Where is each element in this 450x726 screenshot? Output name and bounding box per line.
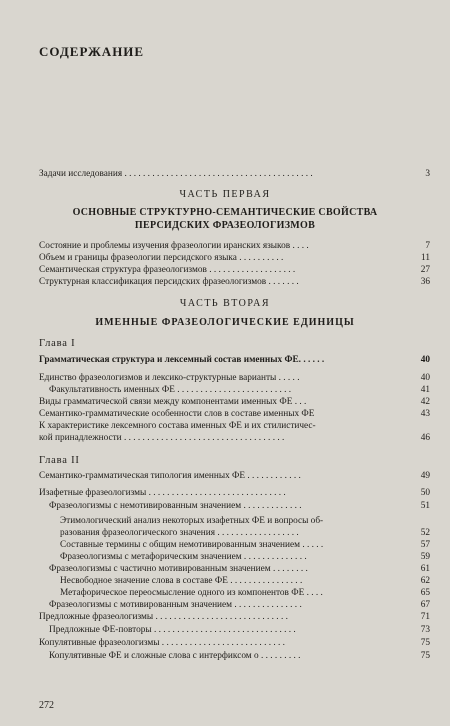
toc-entry-page: 75: [420, 651, 430, 661]
toc-entry-text: Факультативность именных ФЕ . . . . . . . . . . . . . . . . . . . . . . . . .: [49, 385, 292, 395]
toc-entry: [0, 354, 450, 367]
toc-entry-text: Грамматическая структура и лексемный состав именных ФЕ. . . . . .: [39, 355, 325, 365]
toc-entry-page: 11: [421, 253, 430, 263]
chapter-label: Глава II: [39, 455, 80, 466]
toc-entry-page: 51: [420, 501, 430, 511]
toc-entry-page: 41: [420, 385, 430, 395]
toc-entry-page: 71: [420, 612, 430, 622]
toc-entry-text: Фразеологизмы с немотивированным значением . . . . . . . . . . . . .: [49, 501, 302, 511]
part-label: ЧАСТЬ ПЕРВАЯ: [179, 189, 271, 200]
toc-entry-text: Семантико-грамматическая типология именных ФЕ . . . . . . . . . . . .: [39, 471, 301, 481]
part-heading: ОСНОВНЫЕ СТРУКТУРНО-СЕМАНТИЧЕСКИЕ СВОЙСТВА: [72, 207, 378, 218]
toc-entry-page: 75: [420, 638, 430, 648]
toc-entry-text: Копулятивные фразеологизмы . . . . . . . . . . . . . . . . . . . . . . . . . . .: [39, 638, 285, 648]
toc-entry-page: 36: [420, 277, 430, 287]
toc-entry-page: 42: [420, 397, 430, 407]
part-label: ЧАСТЬ ВТОРАЯ: [179, 298, 271, 309]
toc-entry: [0, 470, 450, 483]
toc-entry-text: Виды грамматической связи между компонентами именных ФЕ . . .: [39, 397, 307, 407]
toc-entry-text: Семантико-грамматические особенности слов в составе именных ФЕ: [39, 409, 315, 419]
toc-entry-text: Составные термины с общим немотивированным значением . . . . .: [60, 540, 324, 550]
toc-entry-page: 61: [420, 564, 430, 574]
toc-entry-page: 46: [420, 433, 430, 443]
toc-entry-page: 43: [420, 409, 430, 419]
toc-entry: [0, 650, 450, 663]
toc-entry-page: 57: [420, 540, 430, 550]
toc-entry-text: Предложные фразеологизмы . . . . . . . . . . . . . . . . . . . . . . . . . . . . .: [39, 612, 288, 622]
toc-entry-text: Структурная классификация персидских фразеологизмов . . . . . . .: [39, 277, 299, 287]
toc-entry-page: 59: [420, 552, 430, 562]
toc-entry-page: 27: [420, 265, 430, 275]
toc-entry-text: Фразеологизмы с мотивированным значением . . . . . . . . . . . . . . .: [49, 600, 302, 610]
toc-entry-page: 52: [420, 528, 430, 538]
page-title: СОДЕРЖАНИЕ: [39, 44, 145, 59]
toc-entry-page: 49: [420, 471, 430, 481]
toc-entry: [0, 637, 450, 650]
toc-entry-page: 50: [420, 488, 430, 498]
toc-entry-text: Фразеологизмы с метафорическим значением . . . . . . . . . . . . . .: [60, 552, 307, 562]
toc-entry-text: Метафорическое переосмысление одного из компонентов ФЕ . . . .: [60, 588, 323, 598]
toc-entry-page: 62: [420, 576, 430, 586]
toc-entry: [0, 500, 450, 513]
toc-entry-text: Состояние и проблемы изучения фразеологии иранских языков . . . .: [39, 241, 309, 251]
toc-entry-text: кой принадлежности . . . . . . . . . . . . . . . . . . . . . . . . . . . . . . . . . . .: [39, 433, 285, 443]
toc-entry-text: Семантическая структура фразеологизмов . . . . . . . . . . . . . . . . . . .: [39, 265, 296, 275]
toc-entry-page: 67: [420, 600, 430, 610]
toc-entry: [0, 168, 450, 181]
toc-entry-text: К характеристике лексемного состава именных ФЕ и их стилистичес-: [39, 421, 316, 431]
toc-entry-text: разования фразеологического значения . . . . . . . . . . . . . . . . . .: [60, 528, 299, 538]
toc-entry-text: Задачи исследования . . . . . . . . . . . . . . . . . . . . . . . . . . . . . . . . . . . . . . . . .: [39, 169, 313, 179]
toc-entry: [0, 611, 450, 624]
toc-entry-page: 65: [420, 588, 430, 598]
toc-entry: [0, 487, 450, 500]
toc-entry-page: 73: [420, 625, 430, 635]
toc-entry-text: Объем и границы фразеологии персидского языка . . . . . . . . . .: [39, 253, 284, 263]
part-heading: ПЕРСИДСКИХ ФРАЗЕОЛОГИЗМОВ: [134, 220, 316, 231]
toc-entry-text: Изафетные фразеологизмы . . . . . . . . . . . . . . . . . . . . . . . . . . . . . .: [39, 488, 286, 498]
toc-entry-page: 3: [425, 169, 430, 179]
toc-entry: [0, 432, 450, 445]
part-heading: ИМЕННЫЕ ФРАЗЕОЛОГИЧЕСКИЕ ЕДИНИЦЫ: [95, 317, 355, 328]
toc-entry-text: Предложные ФЕ-повторы . . . . . . . . . . . . . . . . . . . . . . . . . . . . . . .: [49, 625, 296, 635]
toc-entry-text: Копулятивные ФЕ и сложные слова с интерфиксом о . . . . . . . . .: [49, 651, 301, 661]
toc-entry-page: 40: [420, 355, 430, 365]
toc-entry-text: Этимологический анализ некоторых изафетных ФЕ и вопросы об-: [60, 516, 324, 526]
page-number: 272: [39, 700, 54, 711]
toc-entry-text: Фразеологизмы с частично мотивированным значением . . . . . . . .: [49, 564, 308, 574]
toc-entry-text: Несвободное значение слова в составе ФЕ . . . . . . . . . . . . . . . .: [60, 576, 303, 586]
toc-entry-page: 7: [425, 241, 430, 251]
chapter-label: Глава I: [39, 338, 76, 349]
toc-entry-text: Единство фразеологизмов и лексико-структурные варианты . . . . .: [39, 373, 300, 383]
toc-entry: [0, 276, 450, 289]
toc-entry-page: 40: [420, 373, 430, 383]
toc-entry: [0, 624, 450, 637]
